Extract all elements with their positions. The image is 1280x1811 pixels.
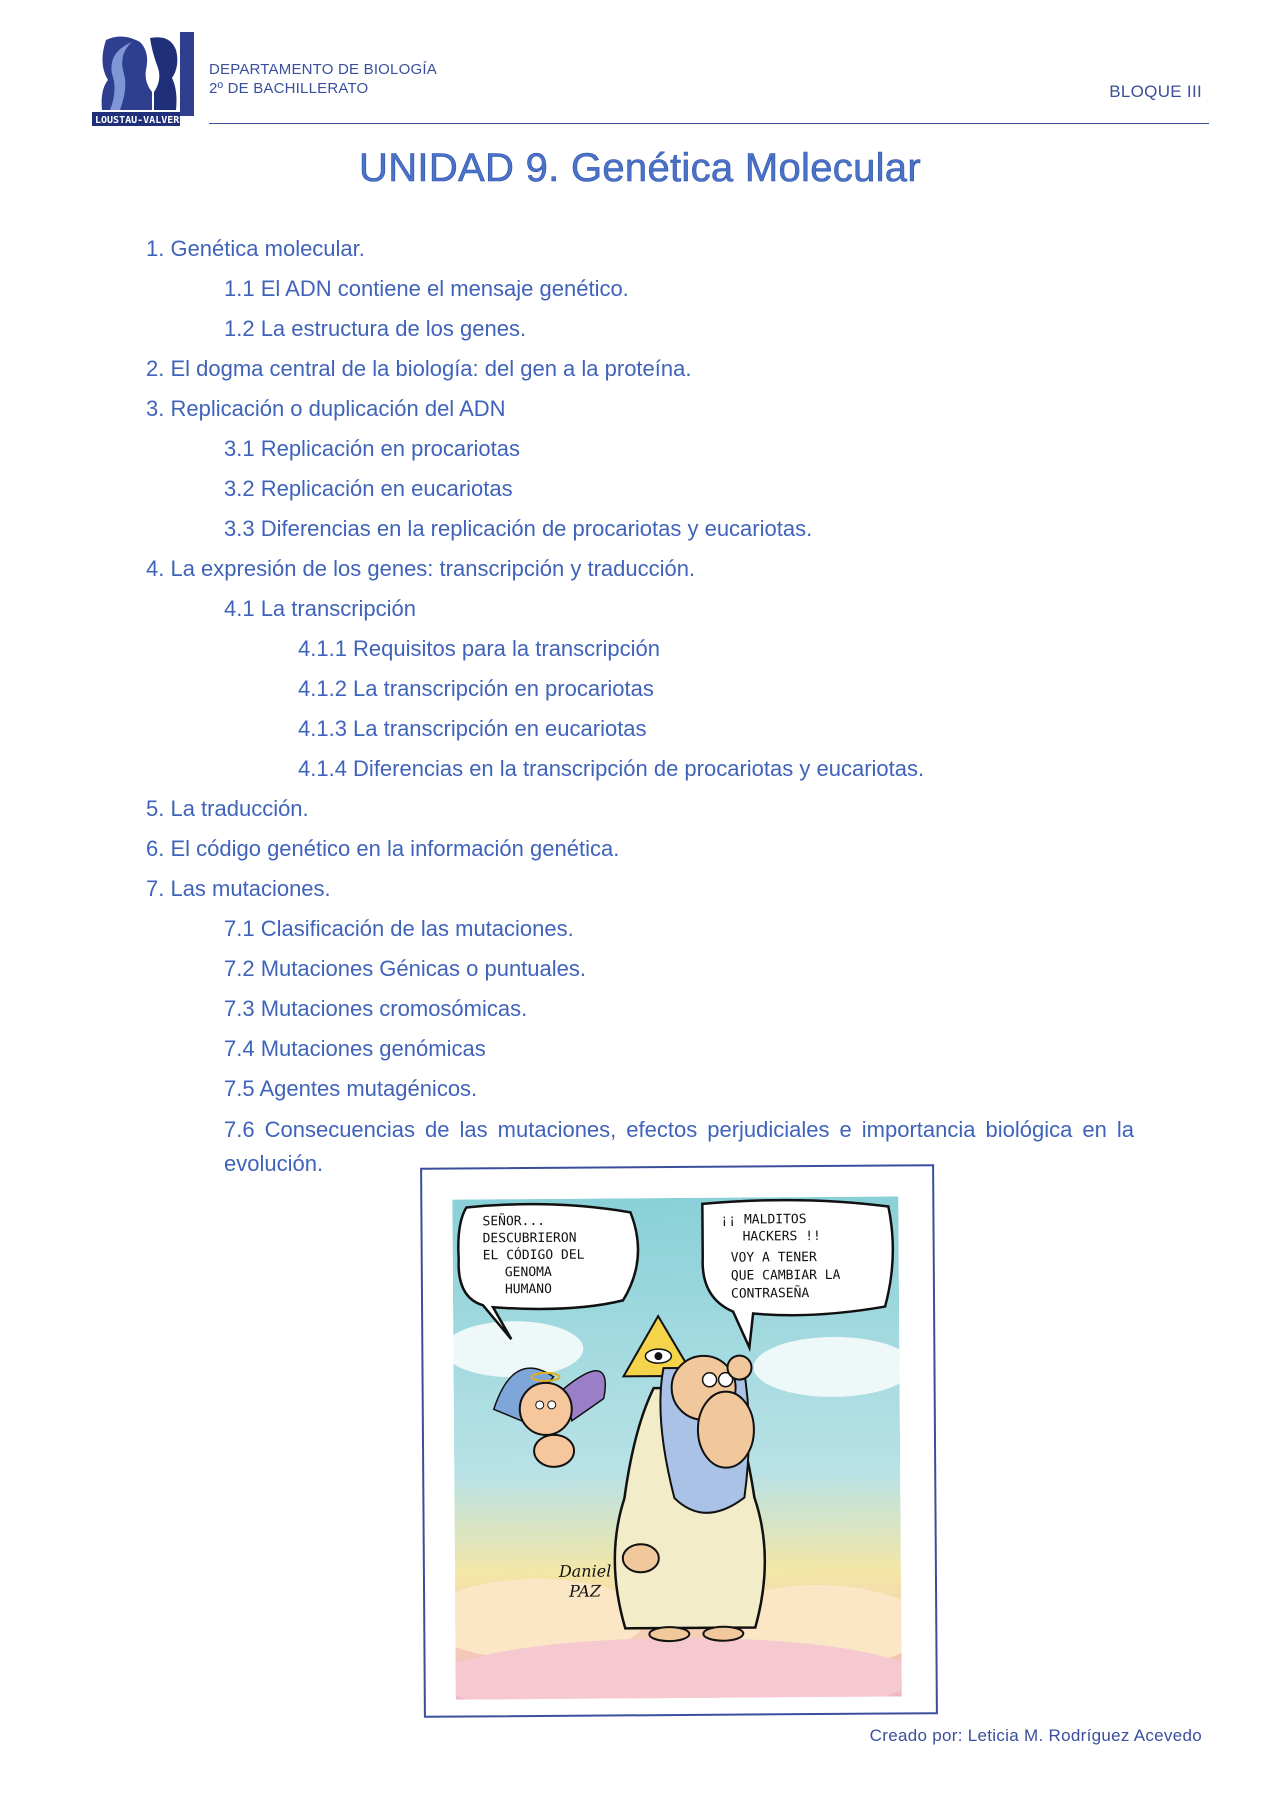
toc-item: 6. El código genético en la información genética. (146, 836, 620, 861)
toc-item: 4.1.1 Requisitos para la transcripción (298, 636, 660, 661)
toc-item: 3.1 Replicación en procariotas (224, 436, 520, 461)
toc-item: 3.3 Diferencias en la replicación de procariotas y eucariotas. (224, 516, 813, 541)
toc-item: 7.2 Mutaciones Génicas o puntuales. (224, 956, 587, 981)
toc-item: 1.2 La estructura de los genes. (224, 316, 527, 341)
page-header (92, 30, 1212, 130)
bubble-left-line: SEÑOR... DESCUBRIERON EL CÓDIGO DEL GENOMA HUMANO (482, 1213, 585, 1298)
toc-item: 4.1.3 La transcripción en eucariotas (298, 716, 647, 741)
block-label: BLOQUE III (1109, 82, 1202, 101)
bubble-right-line: ¡¡ MALDITOS HACKERS !! VOY A TENER QUE CAMBIAR LA CONTRASEÑA (720, 1212, 841, 1302)
logo-text: LOUSTAU-VALVERDE (95, 115, 192, 126)
page-title: UNIDAD 9. Genética Molecular (359, 146, 921, 190)
department-name: DEPARTAMENTO DE BIOLOGÍA (209, 61, 437, 78)
department-info (209, 60, 437, 98)
toc-item: 5. La traducción. (146, 796, 309, 821)
cartoon-signature: Daniel PAZ (558, 1561, 612, 1601)
toc-item: 7. Las mutaciones. (146, 876, 331, 901)
cartoon-illustration (452, 1196, 901, 1699)
toc-item: 7.1 Clasificación de las mutaciones. (224, 916, 574, 941)
toc-item: 2. El dogma central de la biología: del gen a la proteína. (146, 356, 692, 381)
author-credit: Creado por: Leticia M. Rodríguez Acevedo (869, 1726, 1202, 1745)
school-logo (92, 30, 200, 128)
toc-item: 4.1 La transcripción (224, 596, 416, 621)
course-name: 2º DE BACHILLERATO (209, 80, 369, 97)
toc-item: 3.2 Replicación en eucariotas (224, 476, 513, 501)
toc-item: 3. Replicación o duplicación del ADN (146, 396, 506, 421)
toc-item: 7.6 Consecuencias de las mutaciones, efectos perjudiciales e importancia biológica en la evolución. (224, 1117, 1134, 1176)
toc-item: 4. La expresión de los genes: transcripción y traducción. (146, 556, 696, 581)
toc-item: 7.5 Agentes mutagénicos. (224, 1076, 478, 1101)
cartoon-frame (420, 1164, 938, 1718)
toc-item: 7.4 Mutaciones genómicas (224, 1036, 486, 1061)
toc-item: 4.1.2 La transcripción en procariotas (298, 676, 654, 701)
header-divider (209, 123, 1209, 124)
toc-item: 4.1.4 Diferencias en la transcripción de procariotas y eucariotas. (298, 756, 925, 781)
toc-item: 7.3 Mutaciones cromosómicas. (224, 996, 528, 1021)
toc-item: 1. Genética molecular. (146, 236, 365, 261)
toc-item: 1.1 El ADN contiene el mensaje genético. (224, 276, 629, 301)
